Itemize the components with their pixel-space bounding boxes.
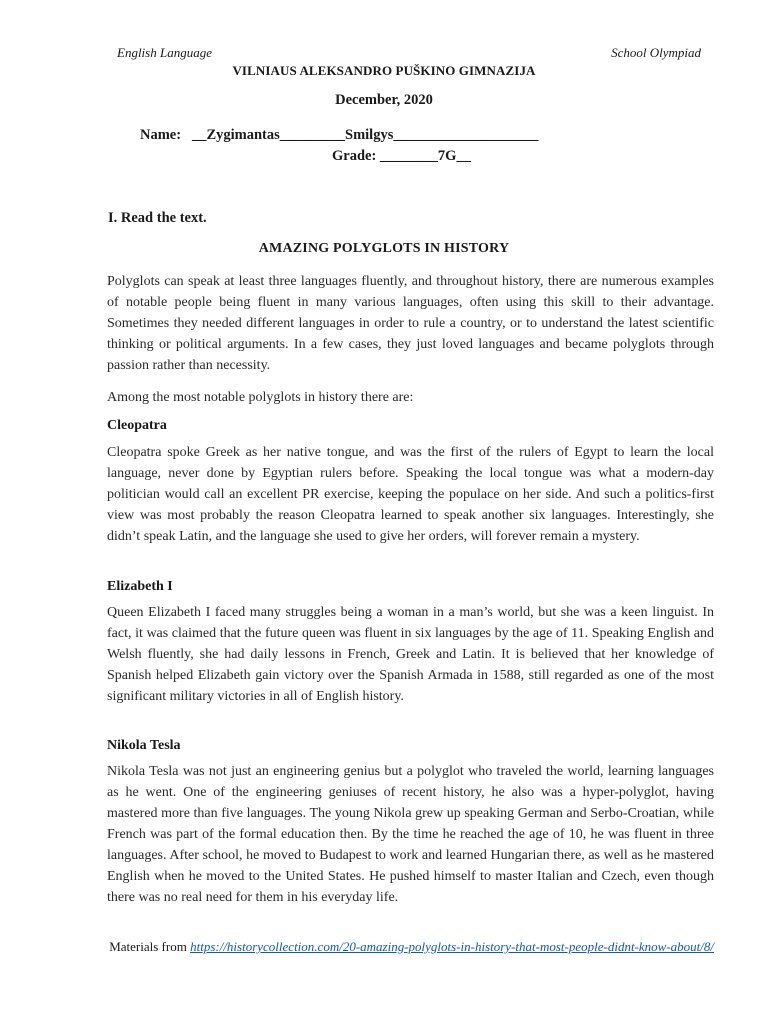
tesla-paragraph: Nikola Tesla was not just an engineering genius but a polyglot who traveled the world, learning languages as he went. One of the engineering geniuses of recent history, he also was a hyper-polyglot, having mastered more than five languages. The young Nikola grew up speaking German and Serbo-Croatian, while French was part of the formal education then. By the time he reached the age of 10, he was fluent in three languages. After school, he moved to Budapest to work and learned Hungarian there, as well as he mastered English when he moved to the United States. He pushed himself to master Italian and Czech, even though there was no real need for them in his everyday life.: [107, 764, 714, 905]
section-heading: I. Read the text.: [108, 210, 207, 226]
elizabeth-paragraph: Queen Elizabeth I faced many struggles being a woman in a man’s world, but she was a keen linguist. In fact, it was claimed that the future queen was fluent in six languages by the age of 11. Speaking English and Welsh fluently, she had daily lessons in French, Greek and Latin. It is believed that her knowledge of Spanish helped Elizabeth gain victory over the Spanish Armada in 1588, still regarded as one of the most significant military victories in all of English history.: [107, 605, 714, 704]
source-prefix: Materials from: [109, 939, 191, 954]
school-name: VILNIAUS ALEKSANDRO PUŠKINO GIMNAZIJA: [232, 63, 536, 78]
exam-date: December, 2020: [335, 92, 433, 108]
elizabeth-heading: Elizabeth I: [107, 579, 173, 594]
cleopatra-paragraph: Cleopatra spoke Greek as her native tongue, and was the first of the rulers of Egypt to learn the local language, never done by Egyptian rulers before. Speaking the local tongue was what a modern-day politician would call an excellent PR exercise, keeping the populace on her side. And such a politics-first view was most probably the reason Cleopatra learned to speak another six languages. Interestingly, she didn’t speak Latin, and the language she used to give her orders, will forever remain a mystery.: [107, 445, 714, 544]
cleopatra-heading: Cleopatra: [107, 418, 167, 433]
tesla-heading: Nikola Tesla: [107, 738, 181, 753]
source-link[interactable]: https://historycollection.com/20-amazing-polyglots-in-history-that-most-people-didnt-know-about/8/: [190, 939, 714, 954]
article-title: AMAZING POLYGLOTS IN HISTORY: [258, 241, 510, 256]
header-subject: English Language: [117, 45, 212, 60]
intro-paragraph: Polyglots can speak at least three languages fluently, and throughout history, there are numerous examples of notable people being fluent in many various languages, often using this skill to their advantage. Sometimes they needed different languages in order to rule a country, or to understand the latest scientific thinking or political arguments. In a few cases, they just loved languages and became polyglots through passion rather than necessity.: [107, 274, 714, 373]
header-event: School Olympiad: [611, 45, 701, 60]
student-name-line: Name: __Zygimantas_________Smilgys____________________: [140, 127, 539, 143]
student-grade-line: Grade: ________7G__: [332, 148, 471, 164]
lead-paragraph: Among the most notable polyglots in history there are:: [107, 390, 414, 405]
source-footer: [107, 937, 714, 956]
